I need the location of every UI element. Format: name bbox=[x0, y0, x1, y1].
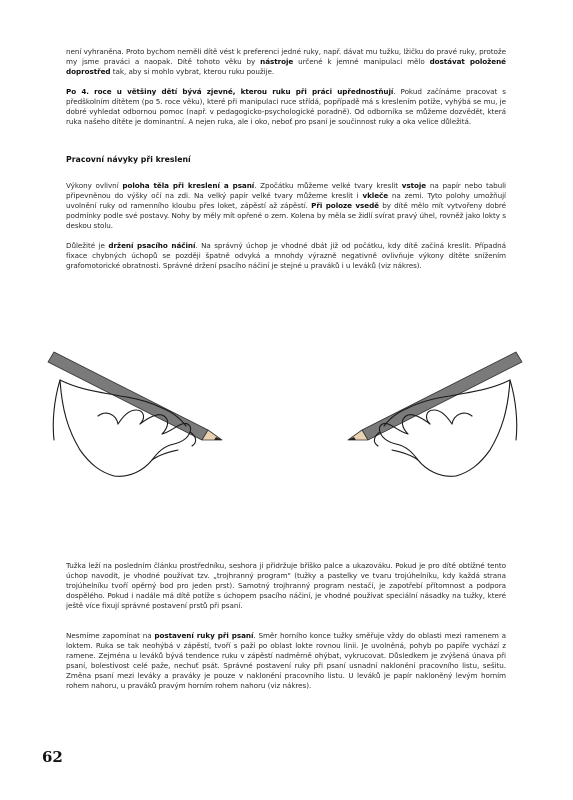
text-run: určené k jemné manipulaci mělo bbox=[293, 57, 430, 66]
bold-run: Při poloze vsedě bbox=[311, 201, 379, 210]
paragraph-grip-details bbox=[66, 561, 506, 611]
text-run: na papír nebo tabuli připevněnou do výšky očí na zdi. Na velký papír velké tvary můžeme kreslit i bbox=[66, 181, 506, 200]
text-run: . Pokud začínáme pracovat s předškolním dítětem (po 5. roce věku), které při manipulaci ruce střídá, popřípadě má s kreslením potíže, vyhýbá se mu, je dobré vyhledat odbornou pomoc (např. v pedagogicko-psychologické poradně). Od odborníka se můžeme dozvědět, která ruka našeho dítěte je dominantní. A nejen ruka, ale i oko, neboť pro psaní je součinnost ruky a oka velice důležitá. bbox=[66, 87, 506, 126]
text-run: není vyhraněna. Proto bychom neměli dítě vést k preferenci jedné ruky, např. dávat mu tužku, lžičku do pravé ruky, protože my jsme praváci a naopak. Dítě tohoto věku by bbox=[66, 47, 506, 66]
section-heading: Pracovní návyky při kreslení bbox=[66, 155, 191, 164]
paragraph-pencil-grip bbox=[66, 241, 506, 271]
paragraph-body-position bbox=[66, 181, 506, 231]
text-run: . Směr horního konce tužky směřuje vždy do oblasti mezi ramenem a loktem. Ruka se tak neohýbá v zápěstí, tvoří s paží po oblast lokte rovnou linii. Je uvolněná, pohyb po papíře vychází z ramene. Zejména u leváků bývá tendence ruku v zápěstí nadměrně ohýbat, vykrucovat. Důsledkem je zvýšená únava při psaní, bolestivost celé paže, nechuť psát. Správné postavení ruky při psaní usnadní naklonění pracovního listu, sešitu. Změna psaní mezi levákу a praváky je pouze v naklonění pracovního listu. U leváků je papír nakloněný levým horním rohem nahoru, u praváků pravým horním rohem nahoru (viz nákres). bbox=[66, 631, 506, 690]
paragraph-hand-preference bbox=[66, 47, 506, 77]
bold-run: Po 4. roce u většiny dětí bývá zjevné, kterou ruku při práci upřednostňují bbox=[66, 87, 394, 96]
bold-run: nástroje bbox=[260, 57, 294, 66]
bold-run: dostávat položené doprostřed bbox=[66, 57, 507, 76]
paragraph-age-four bbox=[66, 87, 506, 127]
text-run: tak, aby si mohlo vybrat, kterou ruku použije. bbox=[110, 67, 275, 76]
text-run: . Na správný úchop je vhodné dbát již od počátku, kdy dítě začíná kreslit. Případná fixace chybných úchopů se později špatně odvyká a mnohdy výrazně negativně ovlivňuje výkony dítěte snížením grafomotorické obratnosti. Správné držení psacího náčiní je stejné u praváků i u leváků (viz nákres). bbox=[66, 241, 506, 270]
bold-run: vkleče bbox=[362, 191, 389, 200]
text-run: Důležité je bbox=[66, 241, 109, 250]
pencil-icon bbox=[348, 352, 522, 440]
right-hand-drawing bbox=[348, 352, 522, 476]
left-hand-drawing bbox=[48, 352, 222, 476]
paragraph-hand-position bbox=[66, 631, 506, 691]
text-run: Tužka leží na posledním článku prostředníku, seshora ji přidržuje bříško palce a ukazováku. Pokud je pro dítě obtížné tento úchop navodit, je vhodné používat tzv. „trojhranný program" (tužky a pastelky ve tvaru trojúhelníku, kdy každá strana trojúhelníku tvoří opěrný bod pro jeden prst). Samotný trojhranný program nestačí, je zapotřebí přítomnost a podpora dospělého. Pokud i nadále má dítě potíže s úchopem psacího náčiní, je vhodné používat speciální násadky na tužky, které ještě více fixují správné postavení prstů při psaní. bbox=[66, 561, 506, 610]
page-number: 62 bbox=[42, 748, 63, 766]
text-run: Výkony ovlivní bbox=[66, 181, 123, 190]
bold-run: poloha těla při kreslení a psaní bbox=[122, 181, 255, 190]
text-run: na zemi. Tyto polohy umožňují uvolnění ruky od ramenního kloubu přes loket, zápěstí až zápěstí. bbox=[66, 191, 506, 210]
bold-run: vstoje bbox=[401, 181, 427, 190]
text-run: . Zpočátku můžeme velké tvary kreslit bbox=[254, 181, 402, 190]
pencil-icon bbox=[48, 352, 222, 440]
hands-holding-pencils-illustration bbox=[40, 340, 530, 510]
bold-run: držení psacího náčiní bbox=[108, 241, 196, 250]
text-run: Nesmíme zapomínat na bbox=[66, 631, 155, 640]
bold-run: postavení ruky při psaní bbox=[154, 631, 254, 640]
text-run: by dítě mělo mít vytvořeny dobré podmínky podle své postavy. Nohy by měly mít opřené o zem. Kolena by měla se židlí svírat pravý úhel, rovněž jako lokty s deskou stolu. bbox=[66, 201, 506, 230]
